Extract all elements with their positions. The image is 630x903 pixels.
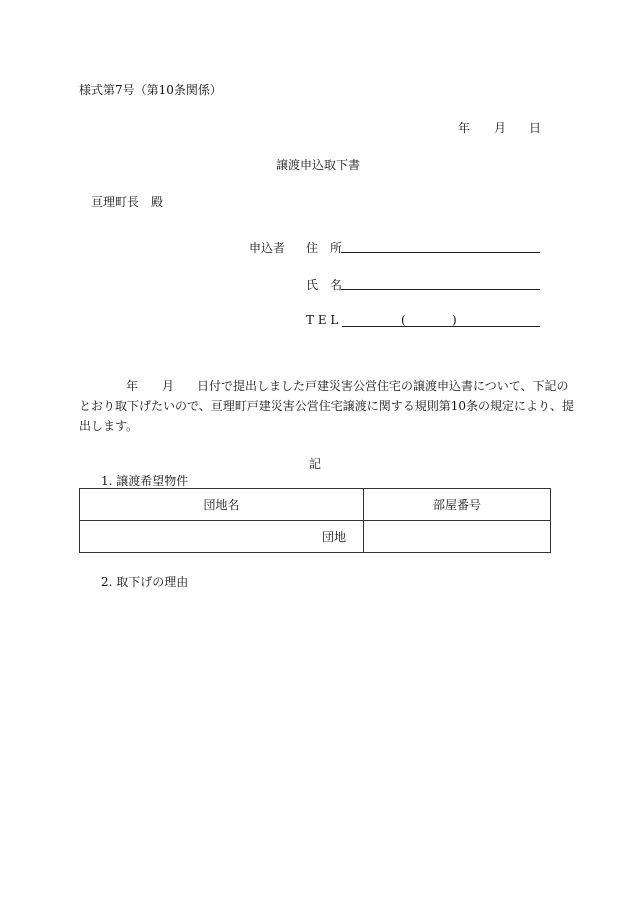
body-line1-rest: 日付で提出しました戸建災害公営住宅の譲渡申込書について、下記の bbox=[197, 379, 569, 393]
addressee: 亘理町長 殿 bbox=[91, 195, 164, 209]
section2-heading: 2. 取下げの理由 bbox=[101, 575, 189, 589]
tel-label: T E L bbox=[306, 313, 339, 327]
body-month: 月 bbox=[162, 379, 175, 393]
date-year: 年 bbox=[458, 121, 471, 135]
ki-heading: 記 bbox=[309, 457, 322, 471]
table-header-row bbox=[80, 489, 551, 521]
tel-field[interactable] bbox=[342, 326, 540, 327]
table-row bbox=[80, 521, 551, 553]
body-year: 年 bbox=[126, 379, 139, 393]
name-label: 氏 名 bbox=[306, 278, 343, 292]
body-paragraph bbox=[79, 376, 575, 436]
complex-name-cell[interactable]: 団地 bbox=[80, 521, 364, 553]
address-label: 住 所 bbox=[306, 241, 343, 255]
header-complex-name: 団地名 bbox=[80, 489, 364, 521]
tel-close-paren: ) bbox=[452, 313, 457, 327]
body-line3: 出します。 bbox=[79, 419, 139, 433]
property-table bbox=[79, 488, 551, 553]
form-number: 様式第7号（第10条関係） bbox=[79, 83, 222, 97]
date-month: 月 bbox=[494, 121, 507, 135]
date-day: 日 bbox=[529, 121, 542, 135]
address-field[interactable] bbox=[341, 252, 540, 253]
name-field[interactable] bbox=[341, 289, 540, 290]
header-room-number: 部屋番号 bbox=[364, 489, 551, 521]
applicant-label: 申込者 bbox=[249, 241, 286, 255]
document-title: 譲渡申込取下書 bbox=[276, 158, 361, 172]
section1-heading: 1. 譲渡希望物件 bbox=[101, 474, 189, 488]
room-number-cell[interactable] bbox=[364, 521, 551, 553]
tel-open-paren: ( bbox=[401, 313, 406, 327]
body-line2: とおり取下げたいので、亘理町戸建災害公営住宅譲渡に関する規則第10条の規定により、提 bbox=[79, 399, 575, 413]
